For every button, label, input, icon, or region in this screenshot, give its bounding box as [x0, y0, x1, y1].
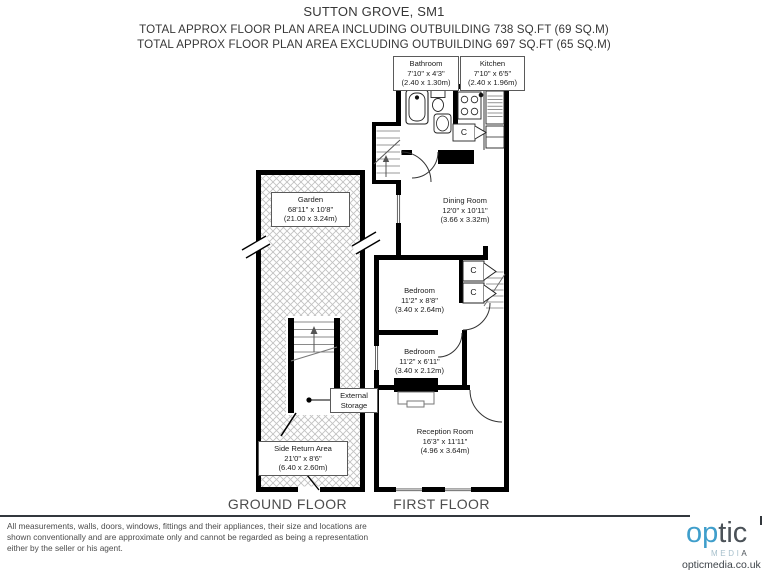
footer-divider-end-tick — [760, 516, 762, 525]
room-dims: 7'10" x 6'5" — [473, 68, 512, 78]
bedroom2-label — [382, 347, 457, 376]
side-return-label — [258, 441, 348, 476]
logo-media-text — [711, 549, 749, 558]
room-name: Side Return Area — [274, 444, 332, 453]
room-dims: 7'10" x 4'3" — [407, 68, 445, 78]
logo-media-dark: A — [741, 549, 750, 558]
bedroom1-label — [382, 286, 457, 315]
cupboard-mark-hall-2: C — [470, 287, 477, 297]
hob — [458, 92, 481, 119]
reception-room-label — [400, 427, 490, 456]
room-dims: 68'11" x 10'8" — [287, 204, 334, 214]
room-metric: (3.40 x 2.64m) — [395, 305, 444, 315]
first-floor-caption: FIRST FLOOR — [393, 496, 490, 512]
room-dims: 11'2" x 8'8" — [401, 295, 438, 305]
room-name: Dining Room — [443, 196, 487, 205]
cupboard-mark-kitchen: C — [460, 127, 468, 137]
disclaimer-line: shown conventionally and are approximate only and cannot be regarded as being a representation — [7, 532, 369, 542]
room-metric: (6.40 x 2.60m) — [278, 463, 328, 473]
room-dims: 21'0" x 8'6" — [284, 453, 322, 463]
disclaimer-line: either by the seller or his agent. — [7, 543, 123, 553]
room-dims: 11'2" x 6'11" — [399, 356, 440, 366]
cupboard-mark-hall-1: C — [470, 265, 477, 275]
room-metric: (2.40 x 1.30m) — [401, 78, 451, 88]
kitchen-label — [460, 56, 525, 91]
footer-divider — [0, 515, 690, 517]
room-name: Kitchen — [479, 59, 506, 68]
room-dims: 12'0" x 10'11" — [442, 205, 488, 215]
logo-website: opticmedia.co.uk — [682, 559, 761, 571]
disclaimer — [7, 521, 368, 554]
optic-media-logo — [686, 517, 747, 550]
room-metric: (3.40 x 2.12m) — [395, 366, 444, 376]
room-metric: (2.40 x 1.96m) — [468, 78, 517, 88]
logo-text-blue: op — [686, 517, 719, 549]
disclaimer-line: All measurements, walls, doors, windows, fittings and their appliances, their size and locations are — [7, 521, 367, 531]
room-metric: (21.00 x 3.24m) — [283, 214, 338, 224]
subtitle-including: TOTAL APPROX FLOOR PLAN AREA INCLUDING OUTBUILDING 738 SQ.FT (69 SQ.M) — [139, 23, 609, 36]
room-name: Reception Room — [416, 427, 474, 436]
page-title: SUTTON GROVE, SM1 — [303, 4, 445, 19]
external-storage-label — [330, 388, 378, 413]
room-dims: 16'3" x 11'11" — [422, 436, 468, 446]
logo-media-light: MEDI — [711, 549, 742, 558]
room-name: Garden — [297, 195, 324, 204]
bathroom-fixtures — [406, 90, 451, 133]
toilet — [431, 91, 445, 98]
kitchen-fixtures — [453, 89, 504, 150]
room-name: Storage — [340, 400, 368, 410]
logo-text-dark: tic — [718, 517, 748, 549]
subtitle-excluding: TOTAL APPROX FLOOR PLAN AREA EXCLUDING OUTBUILDING 697 SQ.FT (65 SQ.M) — [137, 38, 611, 51]
room-name: Bedroom — [404, 286, 435, 295]
room-name: External — [340, 391, 368, 400]
room-name: Bedroom — [404, 347, 435, 356]
ground-floor-caption: GROUND FLOOR — [227, 496, 348, 512]
garden-label — [271, 192, 350, 227]
dining-room-label — [425, 196, 505, 225]
room-name: Bathroom — [409, 59, 443, 68]
bathroom-label — [393, 56, 459, 91]
chimney-breast — [394, 378, 438, 392]
room-metric: (4.96 x 3.64m) — [420, 446, 470, 456]
room-metric: (3.66 x 3.32m) — [440, 215, 490, 225]
